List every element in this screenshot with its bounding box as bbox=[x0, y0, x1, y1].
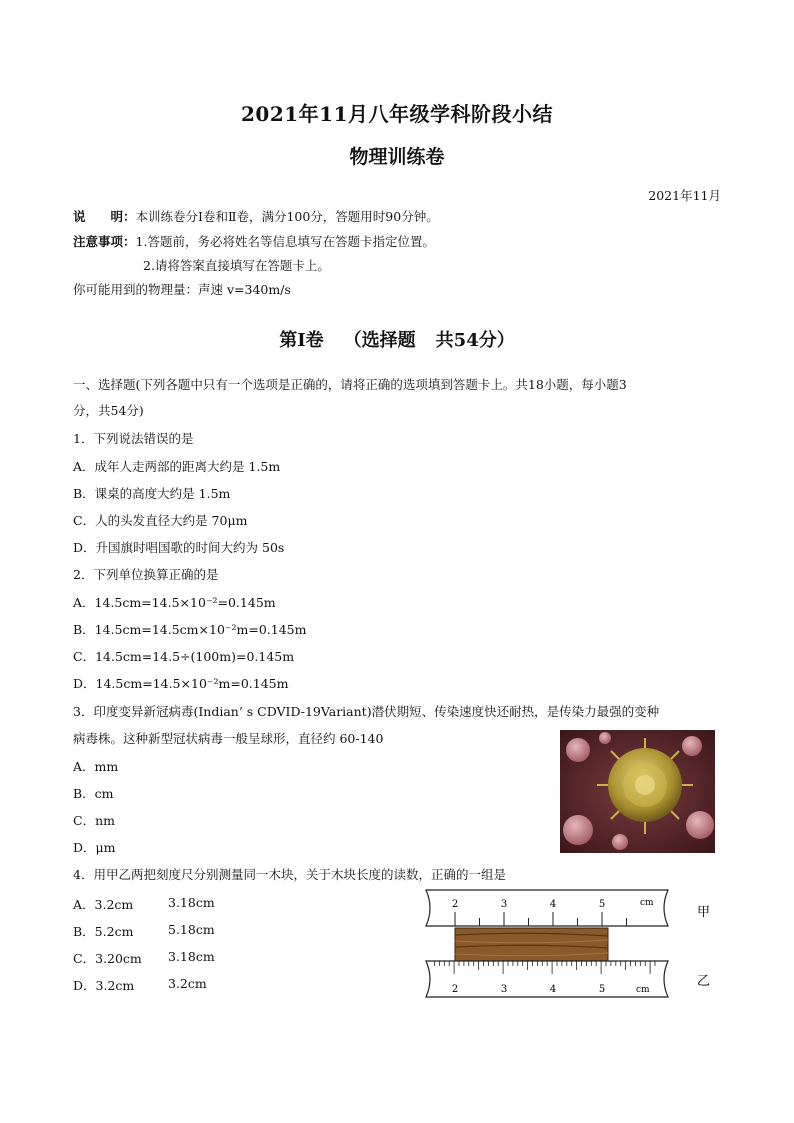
question-3-option-c: C．nm bbox=[73, 813, 115, 828]
question-3-stem-line-1: 3．印度变异新冠病毒(Indian’ s CDVID-19Variant)潜伏期短、传染速度快还耐热，是传染力最强的变种 bbox=[73, 704, 660, 719]
question-4-option-c: C．3.20cm bbox=[73, 951, 142, 966]
attention-label: 注意事项： bbox=[73, 234, 136, 249]
ruler-b-tick-4: 4 bbox=[549, 984, 557, 995]
ruler-a-label: 甲 bbox=[697, 905, 711, 920]
question-4-option-b: B．5.2cm bbox=[73, 924, 134, 939]
ruler-b bbox=[426, 961, 668, 997]
question-4-option-c-second: 3.18cm bbox=[168, 949, 215, 964]
question-1-option-b: B．课桌的高度大约是 1.5m bbox=[73, 486, 231, 501]
ruler-b-unit: cm bbox=[636, 985, 650, 995]
attention-item-2: 2.请将答案直接填写在答题卡上。 bbox=[143, 258, 330, 273]
section-name: （选择题 bbox=[343, 330, 416, 351]
question-4-option-d-second: 3.2cm bbox=[168, 976, 207, 991]
question-2-option-d: D．14.5cm=14.5×10⁻²m=0.145m bbox=[73, 676, 289, 691]
ruler-b-tick-2: 2 bbox=[451, 984, 459, 995]
question-3-stem-line-2: 病毒株。这种新型冠状病毒一般呈球形，直径约 60-140 bbox=[73, 731, 384, 746]
page-title: 2021年11月八年级学科阶段小结 bbox=[241, 102, 553, 126]
question-1-stem: 1．下列说法错误的是 bbox=[73, 431, 194, 446]
instructions-line-2: 分，共54分) bbox=[73, 403, 144, 418]
ruler-a-tick-3: 3 bbox=[500, 899, 508, 910]
attention-item-1: 1.答题前，务必将姓名等信息填写在答题卡指定位置。 bbox=[135, 234, 435, 249]
wood-block bbox=[455, 928, 608, 961]
instructions-line-1: 一、选择题(下列各题中只有一个选项是正确的，请将正确的选项填到答题卡上。共18小题，每小题3 bbox=[73, 377, 627, 392]
question-3-option-d: D．μm bbox=[73, 840, 116, 855]
description-line bbox=[73, 209, 439, 225]
question-4-option-b-second: 5.18cm bbox=[168, 922, 215, 937]
question-1-option-d: D．升国旗时唱国歌的时间大约为 50s bbox=[73, 540, 285, 555]
question-2-option-a: A．14.5cm=14.5×10⁻²=0.145m bbox=[73, 595, 276, 610]
question-3-option-a: A．mm bbox=[73, 759, 119, 774]
section-score: 共54分） bbox=[435, 330, 515, 351]
ruler-a-tick-4: 4 bbox=[549, 899, 557, 910]
exam-date: 2021年11月 bbox=[648, 188, 721, 203]
ruler-a-unit: cm bbox=[640, 898, 654, 908]
question-4-option-a-second: 3.18cm bbox=[168, 895, 215, 910]
constants-line: 你可能用到的物理量：声速 v=340m/s bbox=[73, 282, 291, 297]
question-4-option-d: D．3.2cm bbox=[73, 978, 135, 993]
section-heading bbox=[0, 326, 794, 352]
question-3-option-b: B．cm bbox=[73, 786, 114, 801]
ruler-a-tick-5: 5 bbox=[598, 899, 606, 910]
ruler-b-tick-5: 5 bbox=[598, 984, 606, 995]
page-subtitle: 物理训练卷 bbox=[349, 146, 445, 168]
question-1-option-c: C．人的头发直径大约是 70μm bbox=[73, 513, 248, 528]
ruler-a bbox=[426, 890, 668, 926]
question-4-stem: 4．用甲乙两把刻度尺分别测量同一木块，关于木块长度的读数，正确的一组是 bbox=[73, 867, 506, 882]
ruler-b-label: 乙 bbox=[697, 974, 711, 989]
question-1-option-a: A．成年人走两部的距离大约是 1.5m bbox=[73, 459, 281, 474]
question-4-option-a: A．3.2cm bbox=[73, 897, 134, 912]
virus-icon bbox=[560, 730, 715, 853]
ruler-b-tick-3: 3 bbox=[500, 984, 508, 995]
description-label: 说 明： bbox=[73, 209, 136, 224]
question-2-option-b: B．14.5cm=14.5cm×10⁻²m=0.145m bbox=[73, 622, 307, 637]
ruler-figure bbox=[420, 888, 720, 1003]
description-text: 本训练卷分Ⅰ卷和Ⅱ卷，满分100分，答题用时90分钟。 bbox=[135, 209, 439, 224]
question-2-option-c: C．14.5cm=14.5÷(100m)=0.145m bbox=[73, 649, 295, 664]
attention-line bbox=[73, 234, 435, 250]
ruler-a-tick-2: 2 bbox=[451, 899, 459, 910]
section-part: 第Ⅰ卷 bbox=[279, 330, 324, 351]
question-2-stem: 2．下列单位换算正确的是 bbox=[73, 567, 219, 582]
virus-photo bbox=[560, 730, 715, 853]
